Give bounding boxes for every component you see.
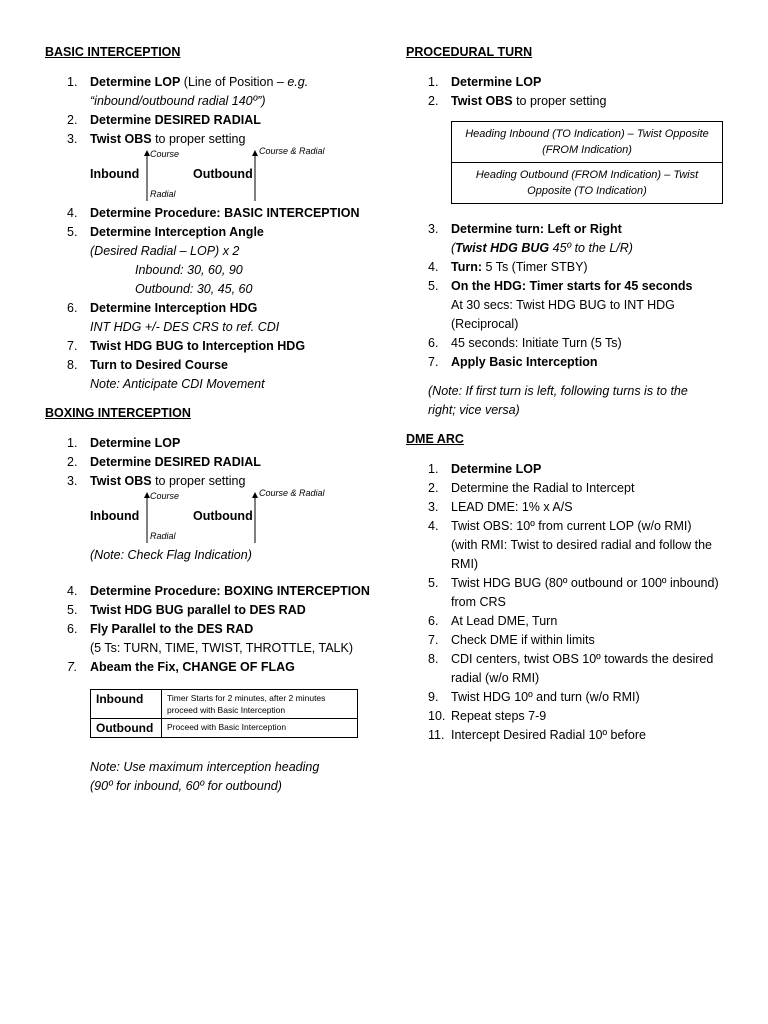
list-item: 7. Abeam the Fix, CHANGE OF FLAG xyxy=(67,660,295,674)
list-item: 6. Determine Interception HDG xyxy=(67,301,258,315)
list-item: 2. Twist OBS to proper setting xyxy=(428,94,607,108)
list-item: 7. Apply Basic Interception xyxy=(428,355,598,369)
heading-outbound-rule: Heading Outbound (FROM Indication) – Twist Opposite (TO Indication) xyxy=(452,162,722,203)
list-item: 5. Determine Interception Angle xyxy=(67,225,264,239)
procedural-turn-steps xyxy=(406,73,736,111)
list-item: 8. CDI centers, twist OBS 10º towards the desired radial (w/o RMI) xyxy=(428,652,714,685)
list-item: 1. Determine LOP xyxy=(428,75,542,89)
basic-interception-steps-cont2 xyxy=(45,299,375,318)
list-item: 1. Determine LOP xyxy=(428,462,542,476)
procedural-turn-title: PROCEDURAL TURN xyxy=(406,45,533,59)
basic-interception-steps xyxy=(45,73,375,149)
dme-arc-title: DME ARC xyxy=(406,432,464,446)
check-flag-note: (Note: Check Flag Indication) xyxy=(90,548,252,562)
list-item: 3. Determine turn: Left or Right (Twist HDG BUG 45º to the L/R) xyxy=(428,222,633,255)
list-item: 2. Determine DESIRED RADIAL xyxy=(67,113,261,127)
inbound-angles: Inbound: 30, 60, 90 xyxy=(135,263,243,277)
list-item: 5. On the HDG: Timer starts for 45 seconds At 30 secs: Twist HDG BUG to INT HDG (Reciprocal) xyxy=(428,279,693,331)
table-row: Inbound Timer Starts for 2 minutes, after 2 minutes proceed with Basic Interception xyxy=(91,690,358,719)
list-item: 1. Determine LOP (Line of Position – e.g. “inbound/outbound radial 140º”) xyxy=(67,75,309,108)
heading-inbound-rule: Heading Inbound (TO Indication) – Twist Opposite (FROM Indication) xyxy=(465,128,709,156)
turn-direction-note: (Note: If first turn is left, following turns is to the xyxy=(428,384,688,398)
list-item: 4. Determine Procedure: BOXING INTERCEPTION xyxy=(67,584,370,598)
list-item: 5. Twist HDG BUG parallel to DES RAD xyxy=(67,603,306,617)
diagram-outbound-label: Outbound xyxy=(193,509,253,523)
list-item: 7. Check DME if within limits xyxy=(428,633,595,647)
diagram-inbound-label: Inbound xyxy=(90,167,140,181)
list-item: 11. Intercept Desired Radial 10º before xyxy=(428,728,646,742)
table-row: Outbound Proceed with Basic Interception xyxy=(91,719,358,738)
int-hdg-note: INT HDG +/- DES CRS to ref. CDI xyxy=(90,320,280,334)
list-item: 3. LEAD DME: 1% x A/S xyxy=(428,500,573,514)
list-item: 10. Repeat steps 7-9 xyxy=(428,709,547,723)
diagram-radial-label: Radial xyxy=(150,531,176,541)
diagram-course-radial-label: Course & Radial xyxy=(259,488,325,498)
diagram-course-label: Course xyxy=(150,149,180,159)
list-item: 6. 45 seconds: Initiate Turn (5 Ts) xyxy=(428,336,622,350)
basic-interception-steps-cont3 xyxy=(45,337,375,375)
left-column xyxy=(45,45,375,796)
list-item: 6. Fly Parallel to the DES RAD (5 Ts: TURN, TIME, TWIST, THROTTLE, TALK) xyxy=(67,622,354,655)
cdi-note: Note: Anticipate CDI Movement xyxy=(90,377,265,391)
list-item: 8. Turn to Desired Course xyxy=(67,358,228,372)
diagram-radial-label: Radial xyxy=(150,189,176,199)
list-item: 9. Twist HDG 10º and turn (w/o RMI) xyxy=(428,690,640,704)
boxing-interception-steps xyxy=(45,434,375,491)
right-column xyxy=(406,45,736,745)
basic-interception-title: BASIC INTERCEPTION xyxy=(45,45,181,59)
max-heading-note: Note: Use maximum interception heading xyxy=(90,760,320,774)
obs-diagram xyxy=(90,488,375,546)
dme-arc-steps xyxy=(406,460,736,745)
boxing-timer-table xyxy=(90,689,358,738)
list-item: 4. Twist OBS: 10º from current LOP (w/o RMI) (with RMI: Twist to desired radial and follow the RMI) xyxy=(428,519,712,571)
list-item: 2. Determine DESIRED RADIAL xyxy=(67,455,261,469)
list-item: 3. Twist OBS to proper setting xyxy=(67,132,246,146)
max-heading-values: (90º for inbound, 60º for outbound) xyxy=(90,779,282,793)
list-item: 2. Determine the Radial to Intercept xyxy=(428,481,635,495)
basic-interception-steps-cont xyxy=(45,204,375,242)
boxing-interception-steps-cont xyxy=(45,582,375,677)
procedural-turn-steps-cont xyxy=(406,220,736,372)
turn-direction-note-cont: right; vice versa) xyxy=(428,403,520,417)
list-item: 6. At Lead DME, Turn xyxy=(428,614,558,628)
list-item: 1. Determine LOP xyxy=(67,436,181,450)
list-item: 7. Twist HDG BUG to Interception HDG xyxy=(67,339,306,353)
diagram-outbound-label: Outbound xyxy=(193,167,253,181)
boxing-interception-title: BOXING INTERCEPTION xyxy=(45,406,191,420)
formula: (Desired Radial – LOP) x 2 xyxy=(90,244,240,258)
outbound-angles: Outbound: 30, 45, 60 xyxy=(135,282,253,296)
list-item: 4. Determine Procedure: BASIC INTERCEPTION xyxy=(67,206,360,220)
diagram-course-label: Course xyxy=(150,491,180,501)
obs-diagram xyxy=(90,146,375,204)
diagram-inbound-label: Inbound xyxy=(90,509,140,523)
diagram-course-radial-label: Course & Radial xyxy=(259,146,325,156)
list-item: 5. Twist HDG BUG (80º outbound or 100º inbound) from CRS xyxy=(428,576,719,609)
obs-setting-box xyxy=(451,121,723,204)
list-item: 4. Turn: 5 Ts (Timer STBY) xyxy=(428,260,588,274)
list-item: 3. Twist OBS to proper setting xyxy=(67,474,246,488)
